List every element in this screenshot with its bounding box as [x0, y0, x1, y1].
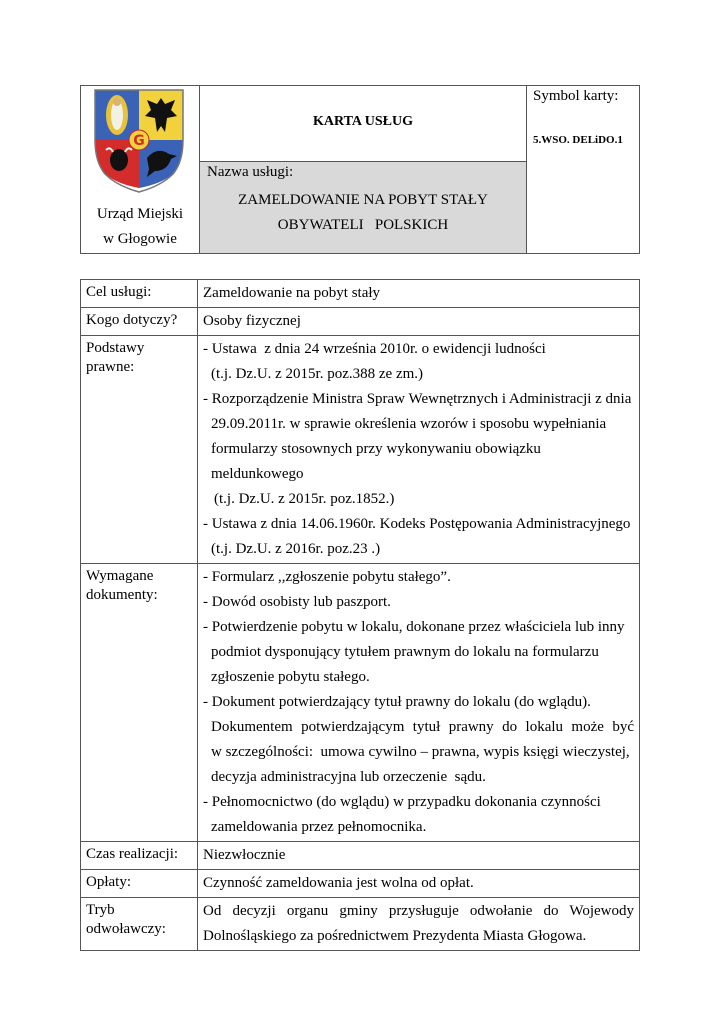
row-value: - Ustawa z dnia 24 września 2010r. o ewidencji ludności (t.j. Dz.U. z 2015r. poz.388 ze zm.) - Rozporządzenie Ministra Spraw Wewnętrznych i Administracji z dnia 29.09.2011r. w sprawie określenia wzorów i sposobu wypełniania formularzy stosownych przy wykonywaniu obowiązku meldunkowego (t.j. Dz.U. z 2015r. poz.1852.) - Ustawa z dnia 14.06.1960r. Kodeks Postępowania Administracyjnego (t.j. Dz.U. z 2016r. poz.23 .)	[198, 336, 640, 564]
service-label: Nazwa usługi:	[207, 164, 294, 180]
row-value: Czynność zameldowania jest wolna od opłat.	[198, 870, 640, 898]
row-label: Opłaty:	[81, 870, 198, 898]
row-value: Osoby fizycznej	[198, 308, 640, 336]
table-row	[81, 336, 640, 564]
row-label: Kogo dotyczy?	[81, 308, 198, 336]
symbol-cell	[526, 86, 640, 253]
row-value: Od decyzji organu gminy przysługuje odwołanie do Wojewody Dolnośląskiego za pośrednictwem Prezydenta Miasta Głogowa.	[198, 898, 640, 951]
service-card-header	[80, 85, 640, 254]
row-value: - Formularz ,,zgłoszenie pobytu stałego”. - Dowód osobisty lub paszport. - Potwierdzenie pobytu w lokalu, dokonane przez właściciela lub inny podmiot dysponujący tytułem prawnym do lokalu na formularzu zgłoszenie pobytu stałego. - Dokument potwierdzający tytuł prawny do lokalu (do wglądu). Dokumentem potwierdzającym tytuł prawny do lokalu może być w szczególności: umowa cywilno – prawna, wypis księgi wieczystej, decyzja administracyjna lub orzeczenie sądu. - Pełnomocnictwo (do wglądu) w przypadku dokonania czynności zameldowania przez pełnomocnika.	[198, 564, 640, 842]
row-label: Tryb odwoławczy:	[81, 898, 198, 951]
symbol-label: Symbol karty:	[533, 88, 619, 104]
table-row	[81, 842, 640, 870]
service-name-cell	[200, 162, 526, 253]
city-coat-of-arms-icon	[91, 88, 187, 196]
svg-text:G: G	[133, 133, 145, 149]
table-row	[81, 870, 640, 898]
logo-cell	[81, 86, 200, 253]
row-label: Czas realizacji:	[81, 842, 198, 870]
service-details-table	[80, 279, 640, 951]
row-value: Niezwłocznie	[198, 842, 640, 870]
row-label: Podstawy prawne:	[81, 336, 198, 564]
card-title: KARTA USŁUG	[200, 86, 526, 162]
row-label: Wymagane dokumenty:	[81, 564, 198, 842]
table-row	[81, 280, 640, 308]
table-row	[81, 898, 640, 951]
symbol-value: 5.WSO. DELiDO.1	[533, 134, 623, 146]
office-name: Urząd Miejski w Głogowie	[96, 206, 184, 247]
table-row	[81, 308, 640, 336]
row-label: Cel usługi:	[81, 280, 198, 308]
row-value: Zameldowanie na pobyt stały	[198, 280, 640, 308]
service-name: ZAMELDOWANIE NA POBYT STAŁY OBYWATELI POLSKICH	[238, 192, 488, 233]
table-row	[81, 564, 640, 842]
